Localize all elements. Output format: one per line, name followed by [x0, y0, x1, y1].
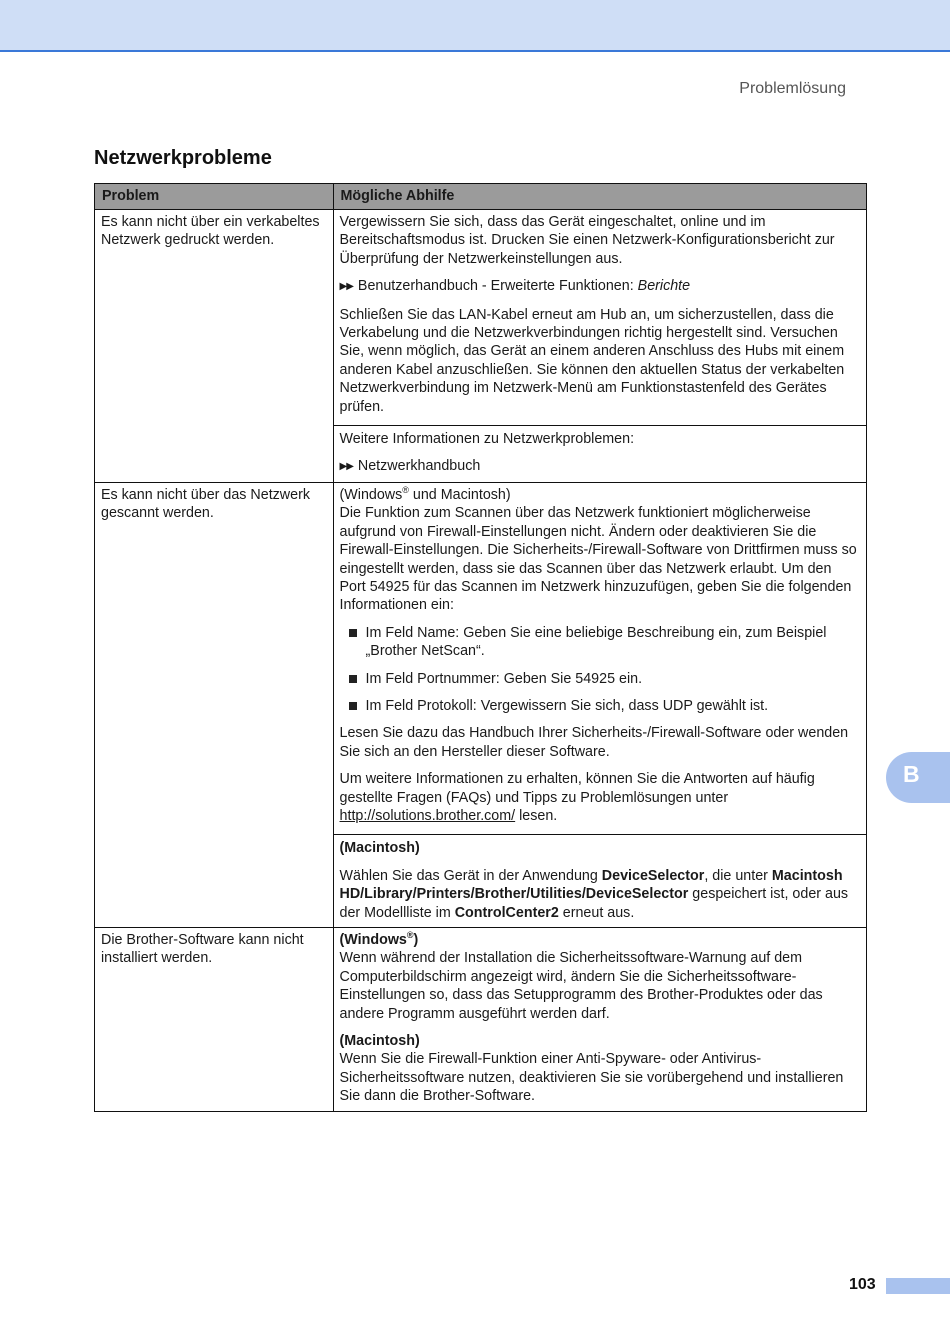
section-title: Netzwerkprobleme — [94, 147, 272, 169]
network-problems-table — [94, 183, 867, 1112]
remedy-paragraph: Wählen Sie das Gerät in der Anwendung DeviceSelector, die unter Macintosh HD/Library/Printers/Brother/Utilities/DeviceSelector gespeichert ist, oder aus der Modellliste im ControlCenter2 erneut aus. — [339, 867, 849, 921]
remedy-cell — [333, 482, 866, 927]
subsection-heading: (Macintosh) — [339, 1033, 420, 1050]
remedy-paragraph: (Macintosh) Wenn Sie die Firewall-Funktion einer Anti-Spyware- oder Antivirus-Sicherheitssoftware nutzen, deaktivieren Sie sie vorübergehend und installieren Sie dann die Brother-Software. — [339, 1033, 844, 1105]
problem-cell: Es kann nicht über ein verkabeltes Netzwerk gedruckt werden. — [95, 210, 334, 483]
remedy-paragraph: Vergewissern Sie sich, dass das Gerät eingeschaltet, online und im Bereitschaftsmodus ist. Drucken Sie einen Netzwerk-Konfigurationsbericht zur Überprüfung der Netzwerkeinstellungen aus. — [339, 214, 835, 267]
list-item: Im Feld Protokoll: Vergewissern Sie sich, dass UDP gewählt ist. — [340, 697, 860, 715]
list-item: Im Feld Portnummer: Geben Sie 54925 ein. — [340, 670, 860, 688]
remedy-cell — [333, 928, 866, 1112]
table-row — [95, 210, 867, 483]
table-row — [95, 928, 867, 1112]
subsection-heading: (Windows®) — [339, 930, 419, 948]
remedy-subsection — [334, 834, 866, 922]
page-number: 103 — [849, 1276, 876, 1293]
table-row — [95, 482, 867, 927]
column-header-remedy: Mögliche Abhilfe — [333, 184, 866, 210]
remedy-paragraph: (Windows®) Wenn während der Installation die Sicherheitssoftware-Warnung auf dem Computerbildschirm angezeigt wird, ändern Sie die Sicherheitssoftware-Einstellungen so, dass das Setupprogramm des Brother-Produktes oder das andere Programm ausgeführt werden darf. — [339, 930, 823, 1022]
remedy-paragraph: Lesen Sie dazu das Handbuch Ihrer Sicherheits-/Firewall-Software oder wenden Sie sich an den Hersteller dieser Software. — [339, 725, 849, 760]
reference-line: ▶▶ Netzwerkhandbuch — [339, 458, 481, 475]
remedy-paragraph: Weitere Informationen zu Netzwerkproblemen: — [339, 431, 635, 448]
square-bullet-icon — [349, 702, 357, 710]
problem-cell: Es kann nicht über das Netzwerk gescannt werden. — [95, 482, 334, 927]
remedy-paragraph: Um weitere Informationen zu erhalten, können Sie die Antworten auf häufig gestellte Fragen (FAQs) und Tipps zu Problemlösungen unter http://solutions.brother.com/ lesen. — [339, 771, 815, 824]
column-header-problem: Problem — [95, 184, 334, 210]
double-right-arrow-icon: ▶▶ — [339, 461, 353, 473]
remedy-paragraph: Schließen Sie das LAN-Kabel erneut am Hub an, um sicherzustellen, dass die Verkabelung und die Netzwerkverbindungen richtig hergestellt sind. Versuchen Sie, wenn möglich, das Gerät an einem anderen Anschluss des Hubs mit einem anderen Kabel anzuschließen. Sie können den aktuellen Status der verkabelten Netzwerkverbindung im Netzwerk-Menü am Funktionstastenfeld des Gerätes prüfen. — [339, 306, 845, 415]
chapter-letter: B — [903, 761, 920, 787]
double-right-arrow-icon: ▶▶ — [339, 281, 353, 293]
list-item: Im Feld Name: Geben Sie eine beliebige Beschreibung ein, zum Beispiel „Brother NetScan“. — [340, 624, 860, 661]
square-bullet-icon — [349, 675, 357, 683]
chapter-tab — [886, 752, 950, 803]
solutions-link[interactable]: http://solutions.brother.com/ — [339, 807, 516, 824]
running-header: Problemlösung — [739, 80, 846, 97]
remedy-subsection — [334, 425, 866, 477]
footer-bar — [886, 1278, 950, 1294]
table-header-row — [95, 184, 867, 210]
top-banner — [0, 0, 950, 52]
square-bullet-icon — [349, 629, 357, 637]
remedy-paragraph: (Windows® und Macintosh) Die Funktion zum Scannen über das Netzwerk funktioniert möglicherweise aufgrund von Firewall-Einstellungen nicht. Ändern oder deaktivieren Sie die Firewall-Einstellungen. Die Sicherheits-/Firewall-Software von Drittfirmen muss so eingestellt werden, dass sie das Scannen über das Netzwerk erlaubt. Um den Port 54925 für das Scannen im Netzwerk hinzuzufügen, geben Sie die folgenden Informationen ein: — [339, 485, 857, 614]
subsection-heading: (Macintosh) — [339, 840, 420, 857]
remedy-cell — [333, 210, 866, 483]
problem-cell: Die Brother-Software kann nicht installiert werden. — [95, 928, 334, 1112]
reference-line: ▶▶ Benutzerhandbuch - Erweiterte Funktionen: Berichte — [339, 278, 691, 295]
